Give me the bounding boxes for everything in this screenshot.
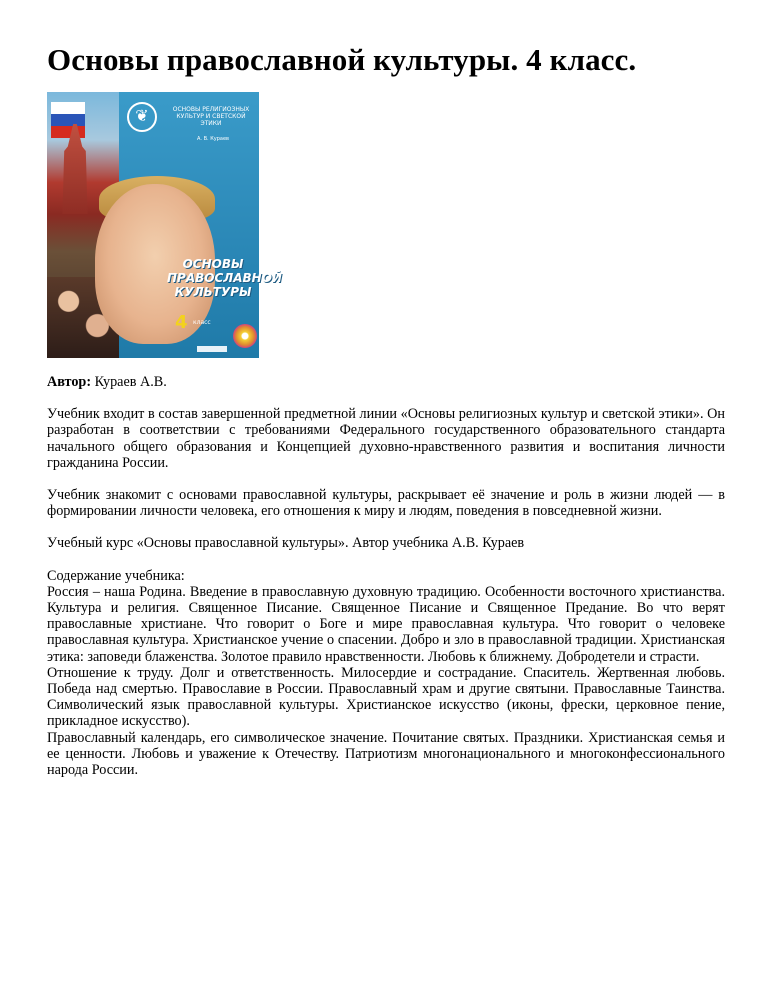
contents-block: Православный календарь, его символическое значение. Почитание святых. Праздники. Христианская семья и ее ценности. Любовь и уважение к Отечеству. Патриотизм многонационального и многоконфессионального народа России. (47, 729, 725, 779)
book-cover-image (47, 92, 282, 358)
contents-block: Отношение к труду. Долг и ответственность. Милосердие и сострадание. Спаситель. Жертвенная любовь. Победа над смертью. Православие в России. Православный храм и другие святыни. Православные Таинства. Символический язык православной культуры. Христианское искусство (иконы, фрески, церковное пение, прикладное искусство). (47, 664, 725, 730)
cover-title-line: ПРАВОСЛАВНОЙ (167, 271, 282, 285)
cover-grade-word: класс (193, 319, 211, 326)
tree-logo-icon: ❦ (127, 102, 157, 132)
page-title: Основы православной культуры. 4 класс. (47, 42, 637, 77)
book-description (47, 374, 725, 778)
cover-title (167, 257, 282, 299)
author-line (47, 374, 725, 390)
contents-block: Россия – наша Родина. Введение в православную духовную традицию. Особенности восточного христианства. Культура и религия. Священное Писание. Священное Писание и Священное Предание. Во что верят православные христиане. Что говорит о Боге и мире православная культура. Что говорит о человеке православная культура. Христианское учение о спасении. Добро и зло в православной традиции. Христианская этика: заповеди блаженства. Золотое правило нравственности. Любовь к ближнему. Добродетели и страсти. (47, 583, 725, 665)
cover-title-line: ОСНОВЫ (182, 257, 244, 271)
author-label: Автор: (47, 374, 92, 390)
description-paragraph: Учебник входит в состав завершенной предметной линии «Основы религиозных культур и светской этики». Он разработан в соответствии с требованиями Федерального государственного образовательного стандарта начального общего образования и Концепцией духовно-нравственного развития и воспитания личности гражданина России. (47, 406, 725, 471)
cover-grade-number: 4 (175, 312, 188, 333)
contents-heading: Содержание учебника: (47, 567, 185, 584)
course-paragraph: Учебный курс «Основы православной культуры». Автор учебника А.В. Кураев (47, 535, 525, 552)
russian-flag-icon (51, 102, 85, 138)
cover-series-title: ОСНОВЫ РЕЛИГИОЗНЫХ КУЛЬТУР И СВЕТСКОЙ ЭТИКИ (172, 106, 250, 127)
cover-title-line: КУЛЬТУРЫ (174, 285, 252, 299)
author-value: Кураев А.В. (94, 374, 167, 390)
cover-author: А. В. Кураев (197, 136, 229, 142)
publisher-logo (197, 346, 227, 352)
cd-disc-icon (233, 324, 257, 348)
description-paragraph: Учебник знакомит с основами православной культуры, раскрывает её значение и роль в жизни людей — в формировании личности человека, его отношения к миру и людям, поведения в повседневной жизни. (47, 487, 725, 520)
